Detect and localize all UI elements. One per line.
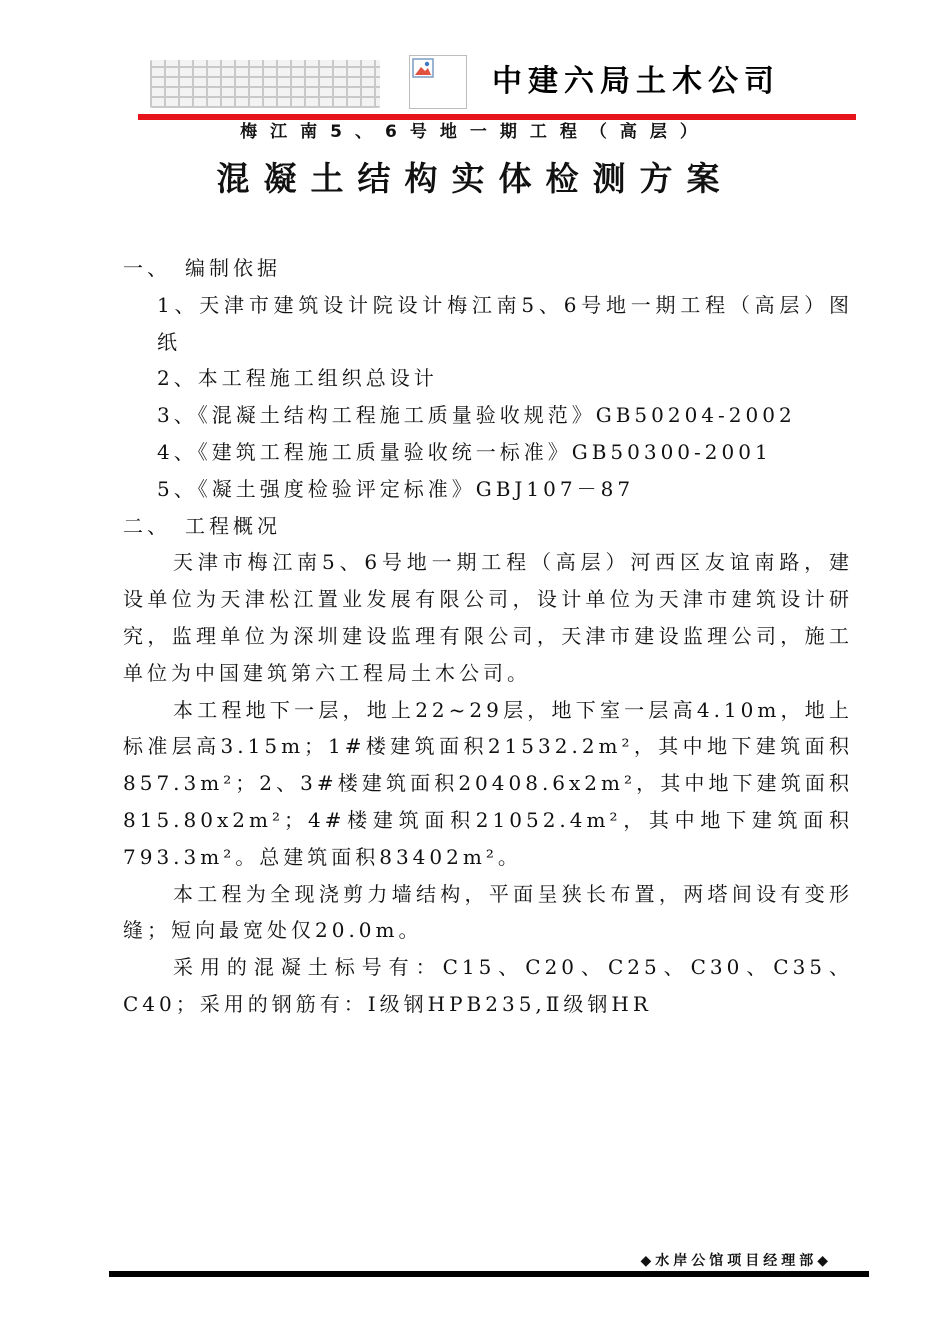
list-item: 3、《混凝土结构工程施工质量验收规范》GB50204-2002 (157, 403, 796, 428)
section-heading: 二、 工程概况 (123, 513, 281, 538)
list-item: 4、《建筑工程施工质量验收统一标准》GB50300-2001 (157, 439, 772, 464)
paragraph: 本工程地下一层，地上22~29层，地下室一层高4.10m，地上标准层高3.15m；1#楼建筑面积21532.2m²，其中地下建筑面积857.3m²；2、3#楼建筑面积20408.6x2m²，其中地下建筑面积815.80x2m²；4#楼建筑面积21052.4m²，其中地下建筑面积793.3m²。总建筑面积83402m²。 (123, 697, 853, 869)
paragraph: 本工程为全现浇剪力墙结构，平面呈狭长布置，两塔间设有变形缝；短向最宽处仅20.0m。 (123, 881, 853, 943)
broken-image-icon (412, 58, 434, 78)
footer-label: ◆水岸公馆项目经理部◆ (640, 1253, 832, 1269)
document-title: 混凝土结构实体检测方案 (216, 159, 734, 198)
company-name: 中建六局土木公司 (492, 64, 780, 99)
logo-grid-image (150, 60, 380, 108)
list-item: 1、天津市建筑设计院设计梅江南5、6号地一期工程（高层）图纸 (157, 292, 853, 354)
list-item: 5、《凝土强度检验评定标准》GBJ107－87 (157, 476, 635, 501)
paragraph: 天津市梅江南5、6号地一期工程（高层）河西区友谊南路，建设单位为天津松江置业发展有限公司，设计单位为天津市建筑设计研究，监理单位为深圳建设监理有限公司，天津市建设监理公司，施工单位为中国建筑第六工程局土木公司。 (123, 550, 853, 685)
section-heading: 一、 编制依据 (123, 256, 281, 280)
list-item: 2、本工程施工组织总设计 (157, 366, 438, 391)
footer-divider (109, 1271, 869, 1277)
paragraph: 采用的混凝土标号有：C15、C20、C25、C30、C35、C40；采用的钢筋有：Ⅰ级钢HPB235,Ⅱ级钢HR (123, 955, 853, 1016)
document-body (123, 250, 853, 1023)
logo-image (409, 55, 467, 109)
project-subtitle: 梅江南5、6号地一期工程（高层） (240, 122, 710, 142)
page-header (0, 0, 950, 125)
